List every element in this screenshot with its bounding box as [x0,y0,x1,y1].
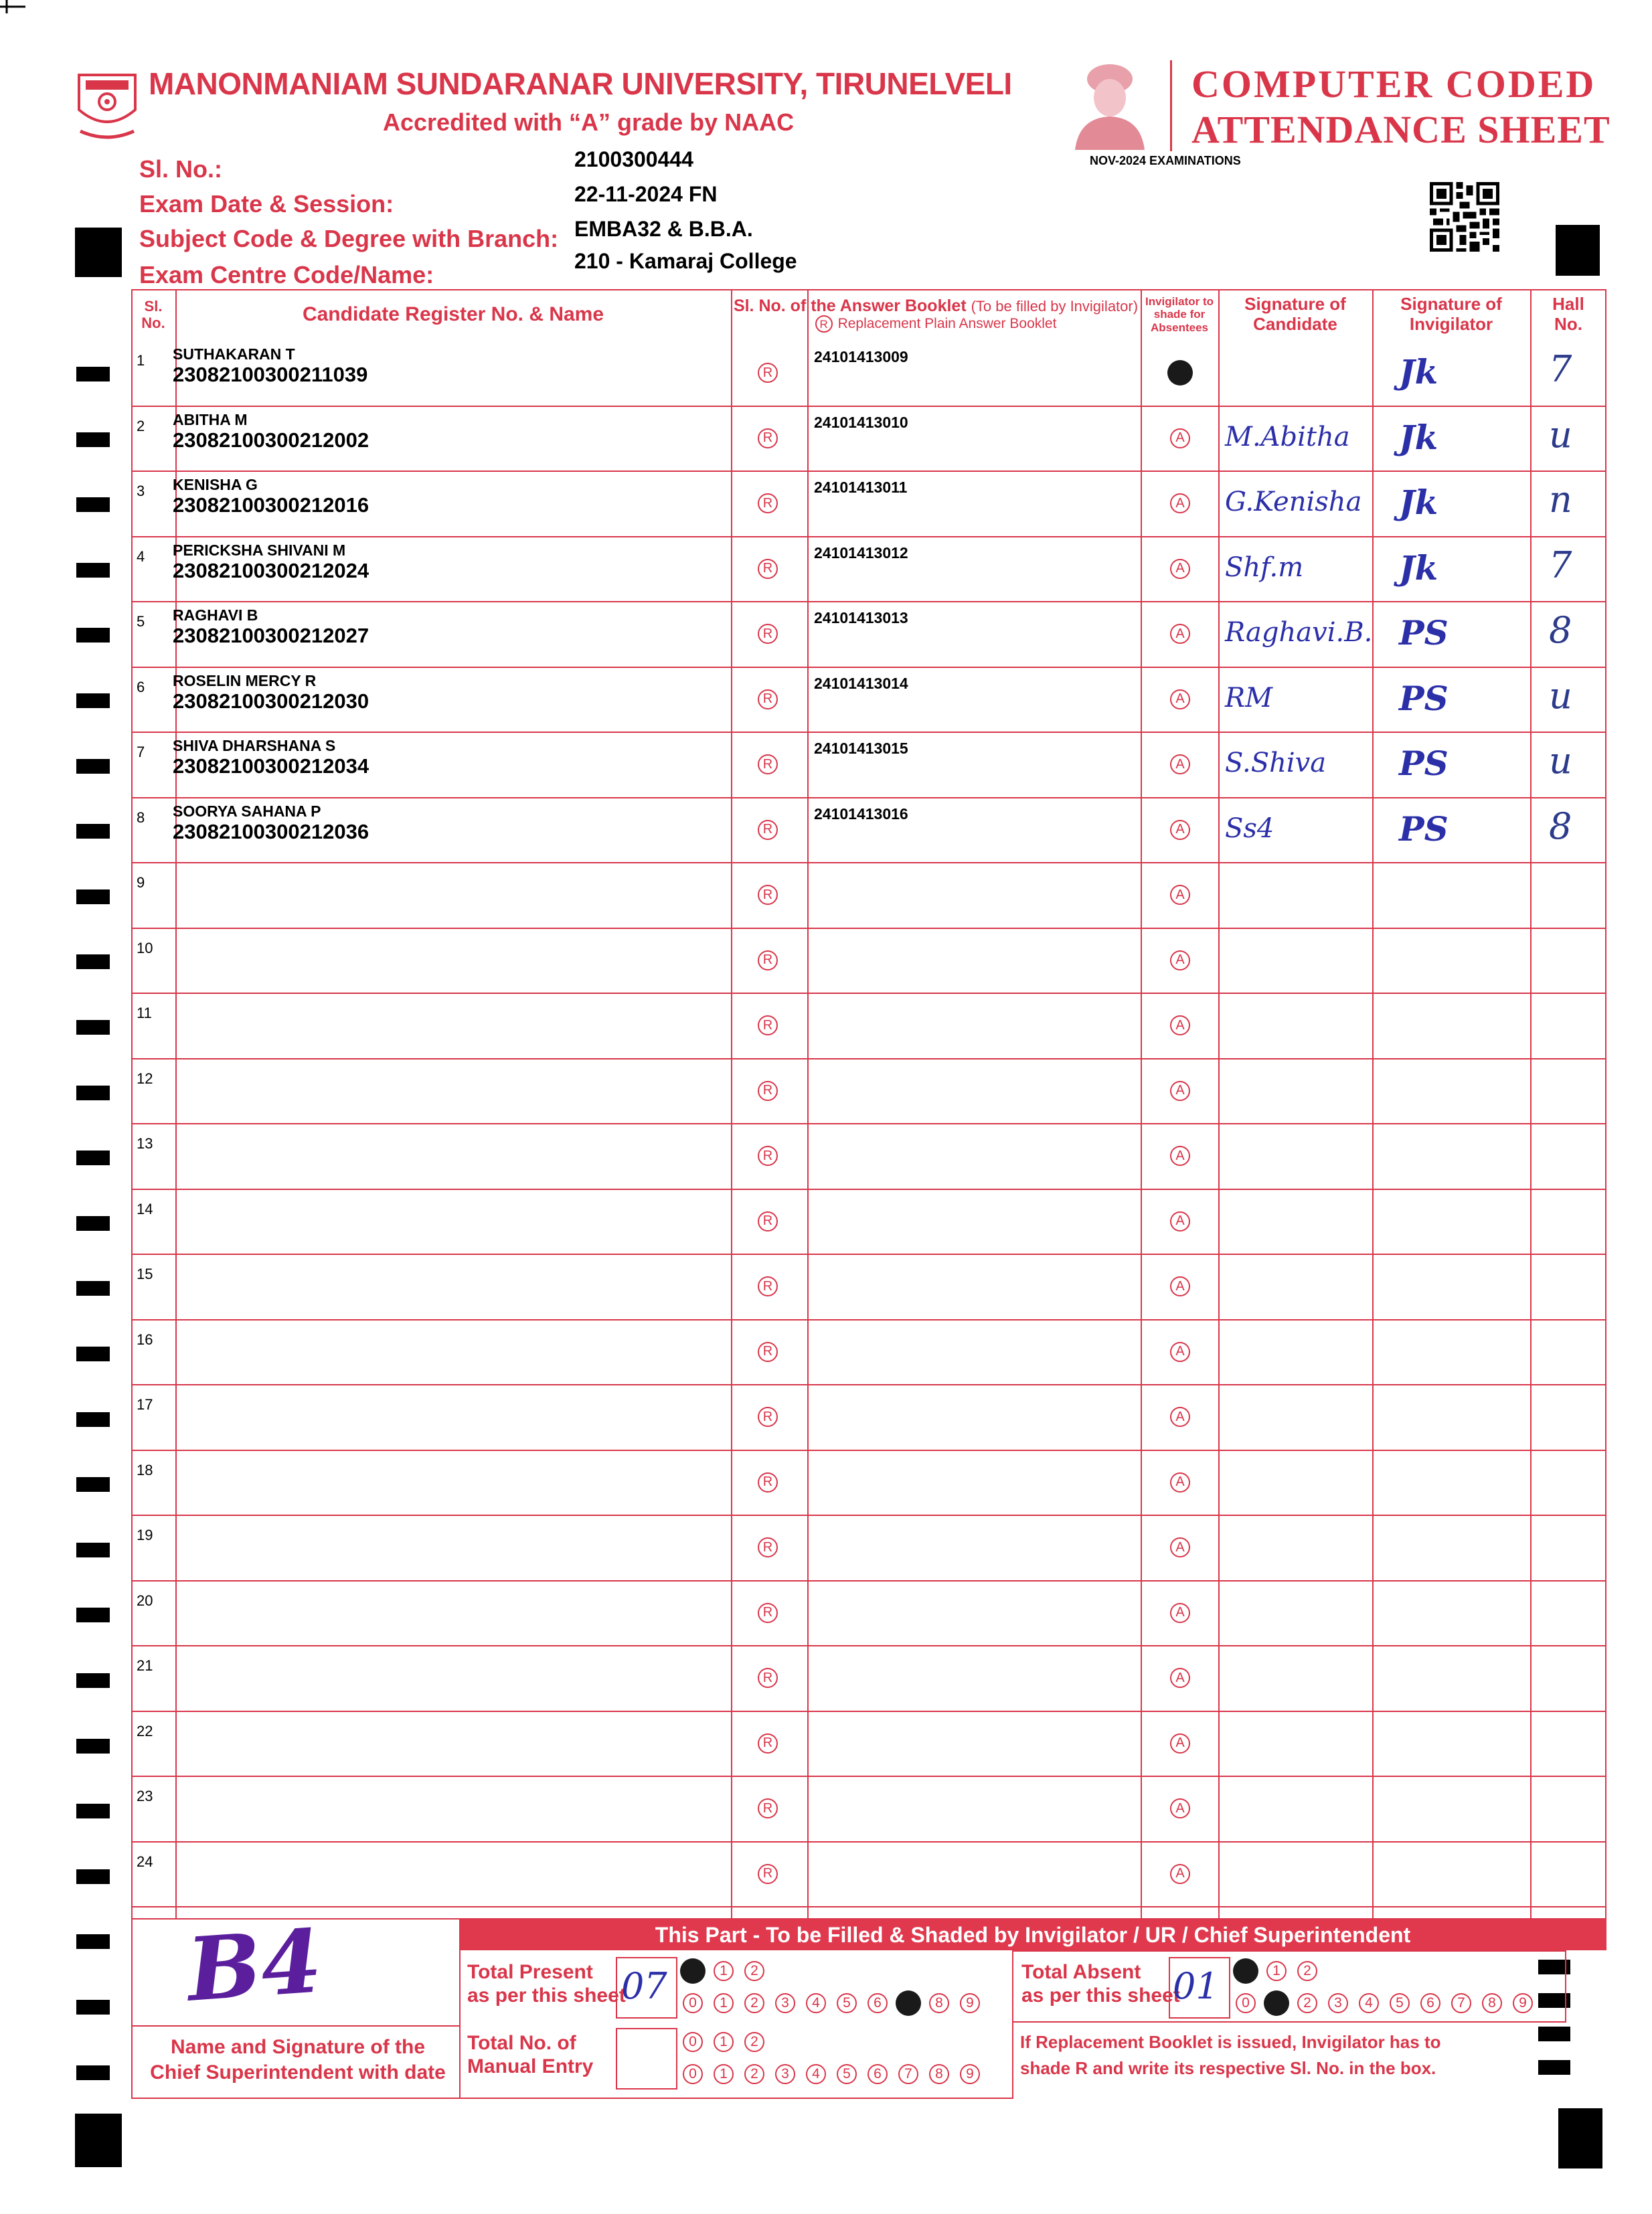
hall-number: u [1549,413,1572,456]
timing-mark [1538,2027,1570,2041]
absent-units-bubble[interactable]: 7 [1451,1993,1471,2013]
manual-units-bubble[interactable]: 7 [898,2064,918,2084]
absent-units-bubble[interactable]: 5 [1390,1993,1410,2013]
replacement-bubble[interactable]: R [758,1864,778,1884]
timing-mark [76,1934,110,1949]
col-line [807,289,809,1920]
present-units-bubble[interactable]: 3 [775,1993,795,2013]
present-tens-bubble[interactable]: 1 [714,1961,734,1981]
replacement-bubble[interactable]: R [758,624,778,644]
manual-entry-label-1: Total No. of [467,2032,576,2054]
row-line [131,1906,1606,1907]
total-absent-label-2: as per this sheet [1021,1984,1180,2007]
header-absent: Invigilator to shade for Absentees [1145,294,1214,334]
row-number: 3 [137,483,145,499]
manual-entry-label-2: Manual Entry [467,2055,594,2077]
timing-mark [76,824,110,839]
hall-number: 8 [1549,609,1572,651]
absent-bubble[interactable]: A [1170,1537,1190,1557]
chief-label-1: Name and Signature of the [170,2036,426,2058]
sl-no-value: 2100300444 [574,147,693,171]
present-units-bubble[interactable]: 1 [714,1993,734,2013]
invigilator-signature: PS [1399,808,1449,849]
replacement-bubble[interactable]: R [758,428,778,448]
replacement-bubble[interactable]: R [758,1146,778,1166]
invigilator-signature: PS [1399,744,1449,783]
present-tens-bubble[interactable]: 2 [744,1961,764,1981]
row-line [131,2098,1013,2099]
row-line [131,601,1606,602]
absent-bubble[interactable]: A [1170,1668,1190,1688]
timing-mark [1558,2108,1602,2168]
hall-number: u [1549,674,1572,717]
timing-mark [1556,225,1600,276]
manual-entry-label [467,2032,593,2078]
col-line [175,289,177,1920]
candidate-reg-no: 23082100300211039 [173,363,368,386]
absent-bubble[interactable]: A [1170,624,1190,644]
timing-mark [76,1412,110,1427]
candidate-reg-no: 23082100300212034 [173,754,369,778]
candidate-name: KENISHA G [173,476,258,493]
timing-mark [76,1281,110,1296]
hall-number: 8 [1549,804,1572,847]
hall-number: n [1549,479,1572,521]
chief-label-2: Chief Superintendent with date [150,2061,446,2083]
absent-units-bubble[interactable]: 0 [1236,1993,1256,2013]
row-line [131,1776,1606,1777]
absent-tens-bubble[interactable]: 2 [1297,1961,1317,1981]
row-line [131,1515,1606,1516]
replacement-symbol: R [815,315,833,333]
replacement-bubble[interactable]: R [758,1407,778,1427]
absent-bubble[interactable]: A [1170,1472,1190,1493]
replacement-note-1: If Replacement Booklet is issued, Invigilator has to [1020,2032,1441,2052]
header-sl: Sl. No. [141,297,165,331]
absent-bubble[interactable]: A [1170,950,1190,970]
candidate-reg-no: 23082100300212024 [173,558,369,582]
row-number: 7 [137,744,145,760]
absent-bubble[interactable]: A [1170,1081,1190,1101]
present-units-bubble[interactable]: 4 [806,1993,826,2013]
present-tens-bubble-filled[interactable] [680,1958,706,1984]
row-number: 14 [137,1200,153,1217]
replacement-bubble[interactable]: R [758,820,778,840]
replacement-bubble[interactable]: R [758,1603,778,1623]
invigilator-signature: Jk [1399,483,1438,522]
absent-bubble[interactable]: A [1170,1733,1190,1754]
replacement-bubble[interactable]: R [758,559,778,579]
timing-mark [1538,2060,1570,2075]
timing-mark [76,1086,110,1100]
manual-tens-bubble[interactable]: 2 [744,2032,764,2052]
manual-units-bubble[interactable]: 6 [868,2064,888,2084]
manual-units-bubble[interactable]: 3 [775,2064,795,2084]
row-number: 1 [137,352,145,369]
row-number: 19 [137,1527,153,1543]
subject-label: Subject Code & Degree with Branch: [139,225,559,252]
row-line [131,1841,1606,1843]
header-booklet-sub: Replacement Plain Answer Booklet [837,316,1057,332]
absent-bubble[interactable]: A [1170,1015,1190,1035]
candidate-signature: Shf.m [1225,551,1304,583]
timing-mark [76,497,110,512]
timing-mark [76,954,110,969]
row-line [131,1645,1606,1646]
booklet-number[interactable]: 24101413013 [814,609,908,626]
centre-label: Exam Centre Code/Name: [139,261,434,288]
manual-units-bubble[interactable]: 9 [960,2064,980,2084]
booklet-number[interactable]: 24101413010 [814,413,908,431]
invigilator-signature: Jk [1399,417,1438,457]
absent-bubble-filled[interactable] [1167,360,1193,386]
row-number: 22 [137,1722,153,1739]
total-present-label-2: as per this sheet [467,1984,626,2007]
total-present-label [467,1961,626,2007]
row-line [131,1384,1606,1385]
header-sig-candidate: Signature of Candidate [1244,294,1346,334]
manual-units-bubble[interactable]: 8 [929,2064,949,2084]
timing-mark [76,2000,110,2015]
absent-bubble[interactable]: A [1170,1864,1190,1884]
hall-number: 7 [1549,348,1572,390]
row-line [131,1319,1606,1321]
present-units-bubble[interactable]: 5 [837,1993,857,2013]
timing-mark [76,1608,110,1622]
row-number: 8 [137,808,145,826]
row-line [131,536,1606,537]
absent-units-bubble[interactable]: 4 [1359,1993,1379,2013]
present-units-bubble-filled[interactable] [896,1990,921,2016]
timing-mark [76,1347,110,1361]
row-line [131,1450,1606,1451]
replacement-bubble[interactable]: R [758,689,778,709]
candidate-signature: Ss4 [1225,813,1274,844]
chief-superintendent-label [141,2035,455,2085]
sheet-title-line1: COMPUTER CODED [1191,62,1596,106]
manual-units-bubble[interactable]: 0 [683,2064,703,2084]
booklet-number[interactable]: 24101413016 [814,804,908,823]
manual-units-bubble[interactable]: 5 [837,2064,857,2084]
invigilator-signature: PS [1399,678,1449,718]
manual-units-bubble[interactable]: 1 [714,2064,734,2084]
absent-tens-bubble[interactable]: 1 [1266,1961,1287,1981]
absent-bubble[interactable]: A [1170,493,1190,513]
replacement-bubble[interactable]: R [758,950,778,970]
header-sig-invigilator: Signature of Invigilator [1400,294,1502,334]
attendance-table [131,289,1606,1920]
absent-units-bubble[interactable]: 3 [1328,1993,1348,2013]
header-candidate: Candidate Register No. & Name [302,303,604,325]
candidate-name: SOORYA SAHANA P [173,802,321,820]
row-number: 17 [137,1396,153,1413]
row-number: 9 [137,874,145,891]
row-line [131,1189,1606,1190]
timing-mark [76,759,110,774]
total-present-written: 07 [621,1965,667,2007]
invigilator-signature: Jk [1399,547,1438,588]
col-line [731,289,732,1920]
subject-value: EMBA32 & B.B.A. [574,217,753,241]
row-line [131,667,1606,668]
candidate-reg-no: 23082100300212016 [173,493,369,517]
invigilator-signature: Jk [1399,352,1438,392]
candidate-name: ROSELIN MERCY R [173,671,317,689]
hall-number: u [1549,740,1572,782]
row-line [131,993,1606,994]
row-number: 18 [137,1461,153,1478]
replacement-bubble[interactable]: R [758,1537,778,1557]
replacement-bubble[interactable]: R [758,363,778,383]
row-number: 5 [137,613,145,630]
absent-units-bubble[interactable]: 6 [1420,1993,1440,2013]
candidate-signature: RM [1225,682,1273,713]
row-line [131,797,1606,798]
col-line [131,1920,133,2099]
manual-entry-box[interactable] [616,2028,677,2090]
candidate-signature: G.Kenisha [1225,487,1362,517]
absent-bubble[interactable]: A [1170,820,1190,840]
replacement-note [1020,2029,1440,2081]
total-absent-label-1: Total Absent [1021,1961,1141,1983]
replacement-bubble[interactable]: R [758,1081,778,1101]
candidate-signature: S.Shiva [1225,748,1327,778]
booklet-number[interactable]: 24101413012 [814,543,908,562]
candidate-reg-no: 23082100300212030 [173,689,369,713]
col-line [1530,289,1532,1920]
present-units-bubble[interactable]: 9 [960,1993,980,2013]
timing-mark [76,1804,110,1818]
col-line [459,1920,461,2098]
replacement-bubble[interactable]: R [758,885,778,905]
absent-units-bubble[interactable]: 9 [1513,1993,1533,2013]
replacement-bubble[interactable]: R [758,1211,778,1231]
accreditation: Accredited with “A” grade by NAAC [383,108,795,136]
row-number: 11 [137,1005,152,1021]
manual-units-bubble[interactable]: 4 [806,2064,826,2084]
candidate-name: RAGHAVI B [173,606,258,624]
row-number: 20 [137,1592,153,1609]
absent-bubble[interactable]: A [1170,1342,1190,1362]
absent-bubble[interactable]: A [1170,689,1190,709]
qr-code-icon [1430,182,1499,252]
present-units-bubble[interactable]: 8 [929,1993,949,2013]
timing-mark [76,1020,110,1035]
candidate-name: SHIVA DHARSHANA S [173,737,336,754]
absent-bubble[interactable]: A [1170,559,1190,579]
replacement-bubble[interactable]: R [758,1472,778,1493]
replacement-bubble[interactable]: R [758,1342,778,1362]
replacement-bubble[interactable]: R [758,1276,778,1296]
row-line [131,732,1606,733]
hall-number: 7 [1549,543,1572,586]
row-line [131,2025,459,2027]
replacement-bubble[interactable]: R [758,1798,778,1818]
absent-bubble[interactable]: A [1170,1211,1190,1231]
timing-mark [76,2065,110,2080]
row-number: 4 [137,547,145,565]
timing-mark [76,1216,110,1231]
booklet-number[interactable]: 24101413014 [814,674,908,692]
row-number: 23 [137,1788,153,1804]
row-number: 16 [137,1331,153,1348]
row-line [131,1580,1606,1582]
timing-mark [76,1739,110,1754]
timing-mark [76,1543,110,1557]
invigilator-section-banner: This Part - To be Filled & Shaded by Invigilator / UR / Chief Superintendent [459,1920,1606,1950]
university-name: MANONMANIAM SUNDARANAR UNIVERSITY, TIRUNELVELI [149,66,1012,101]
absent-units-bubble[interactable]: 8 [1482,1993,1502,2013]
sl-no-label: Sl. No.: [139,155,222,183]
absent-bubble[interactable]: A [1170,754,1190,774]
row-line [131,1123,1606,1124]
row-line [131,471,1606,472]
row-number: 2 [137,417,145,434]
timing-mark [76,1151,110,1165]
manual-tens-bubble[interactable]: 0 [683,2032,703,2052]
candidate-reg-no: 23082100300212027 [173,624,369,647]
invigilator-signature: PS [1399,613,1449,653]
col-line [1141,289,1142,1920]
absent-bubble[interactable]: A [1170,1407,1190,1427]
timing-mark [75,228,122,277]
university-logo [75,70,139,145]
sheet-title-line2: ATTENDANCE SHEET [1191,108,1610,151]
booklet-number[interactable]: 24101413009 [814,348,908,365]
header-booklet-title: Sl. No. of the Answer Booklet [733,296,967,315]
header-divider [1170,60,1172,151]
col-line [1372,289,1374,1920]
replacement-bubble[interactable]: R [758,754,778,774]
timing-mark [76,367,110,381]
absent-bubble[interactable]: A [1170,1603,1190,1623]
candidate-reg-no: 23082100300212036 [173,819,369,843]
centre-value: 210 - Kamaraj College [574,249,797,273]
timing-mark [76,1477,110,1492]
col-line [1218,289,1220,1920]
row-line [131,1058,1606,1059]
manual-tens-bubble[interactable]: 1 [714,2032,734,2052]
timing-mark [76,432,110,447]
replacement-bubble[interactable]: R [758,493,778,513]
header-booklet-note: (To be filled by Invigilator) [971,297,1139,315]
candidate-name: ABITHA M [173,410,248,428]
row-number: 12 [137,1070,153,1087]
row-line [131,406,1606,407]
timing-mark [76,1869,110,1884]
replacement-bubble[interactable]: R [758,1015,778,1035]
present-units-bubble[interactable]: 2 [744,1993,764,2013]
exam-date-label: Exam Date & Session: [139,190,394,218]
timing-mark [76,628,110,643]
row-number: 21 [137,1657,153,1674]
timing-mark [76,889,110,904]
present-units-bubble[interactable]: 6 [868,1993,888,2013]
absent-units-bubble[interactable]: 2 [1297,1993,1317,2013]
absent-tens-bubble-filled[interactable] [1233,1958,1258,1984]
exam-session-tag: NOV-2024 EXAMINATIONS [1090,154,1241,167]
row-line [131,1711,1606,1712]
absent-bubble[interactable]: A [1170,1146,1190,1166]
total-present-label-1: Total Present [467,1961,593,1983]
row-number: 13 [137,1135,153,1152]
present-units-bubble[interactable]: 0 [683,1993,703,2013]
row-line [131,862,1606,863]
exam-date-value: 22-11-2024 FN [574,182,718,206]
row-number: 24 [137,1853,153,1870]
absent-bubble[interactable]: A [1170,428,1190,448]
chief-signature: B4 [183,1909,325,2021]
total-absent-written: 01 [1173,1965,1219,2007]
row-number: 6 [137,678,145,695]
registration-mark [0,0,27,13]
absent-bubble[interactable]: A [1170,1798,1190,1818]
row-number: 15 [137,1266,153,1282]
candidate-signature: M.Abitha [1225,421,1350,452]
replacement-note-2: shade R and write its respective Sl. No. in the box. [1020,2058,1436,2078]
candidate-name: SUTHAKARAN T [173,345,295,363]
header-hall: Hall No. [1552,294,1584,334]
candidate-signature: Raghavi.B. [1225,617,1373,648]
candidate-name: PERICKSHA SHIVANI M [173,541,346,559]
row-line [131,928,1606,929]
absent-bubble[interactable]: A [1170,885,1190,905]
replacement-bubble[interactable]: R [758,1668,778,1688]
row-number: 10 [137,939,153,956]
header-booklet [731,289,1141,340]
replacement-bubble[interactable]: R [758,1733,778,1754]
founder-portrait [1070,59,1150,150]
timing-mark [75,2114,122,2167]
booklet-number[interactable]: 24101413015 [814,740,908,757]
total-absent-label [1021,1961,1180,2007]
absent-units-bubble-filled[interactable] [1264,1990,1289,2016]
timing-mark [76,1673,110,1688]
row-line [131,1254,1606,1255]
candidate-reg-no: 23082100300212002 [173,428,369,452]
manual-units-bubble[interactable]: 2 [744,2064,764,2084]
booklet-number[interactable]: 24101413011 [814,479,908,496]
timing-mark [76,693,110,708]
absent-bubble[interactable]: A [1170,1276,1190,1296]
timing-mark [76,563,110,578]
